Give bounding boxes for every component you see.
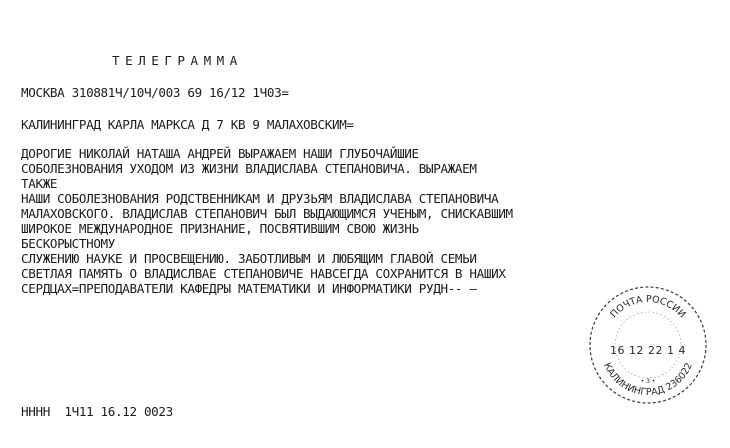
- body-line: НАШИ СОБОЛЕЗНОВАНИЯ РОДСТВЕННИКАМ И ДРУЗЬЯМ ВЛАДИСЛАВА СТЕПАНОВИЧА: [21, 191, 499, 206]
- stamp-bottom-text: КАЛИНИНГРАД 236022: [601, 361, 695, 399]
- body-line: СВЕТЛАЯ ПАМЯТЬ О ВЛАДИСЛВАЕ СТЕПАНОВИЧЕ НАВСЕГДА СОХРАНИТСЯ В НАШИХ: [21, 266, 506, 281]
- stamp-top-text: ПОЧТА РОССИИ: [608, 293, 688, 321]
- address-line: КАЛИНИНГРАД КАРЛА МАРКСА Д 7 КВ 9 МАЛАХОВСКИМ=: [21, 117, 354, 132]
- telegram-title: ТЕЛЕГРАММА: [112, 53, 243, 68]
- body-line: МАЛАХОВСКОГО. ВЛАДИСЛАВ СТЕПАНОВИЧ БЫЛ ВЫДАЮЩИМСЯ УЧЕНЫМ, СНИСКАВШИМ: [21, 206, 513, 221]
- header-line: МОСКВА 310881Ч/10Ч/003 69 16/12 1Ч03=: [21, 85, 289, 100]
- body-line: ШИРОКОЕ МЕЖДУНАРОДНОЕ ПРИЗНАНИЕ, ПОСВЯТИВШИМ СВОЮ ЖИЗНЬ: [21, 221, 419, 236]
- postal-stamp: [585, 282, 711, 408]
- body-line: ТАКЖЕ: [21, 176, 58, 191]
- stamp-date: 16 12 22 1 4: [610, 344, 686, 357]
- stamp-mark: • 3 •: [640, 378, 656, 385]
- body-line: БЕСКОРЫСТНОМУ: [21, 236, 116, 251]
- body-line: СЛУЖЕНИЮ НАУКЕ И ПРОСВЕЩЕНИЮ. ЗАБОТЛИВЫМ И ЛЮБЯЩИМ ГЛАВОЙ СЕМЬИ: [21, 251, 477, 266]
- body-line: СОБОЛЕЗНОВАНИЯ УХОДОМ ИЗ ЖИЗНИ ВЛАДИСЛАВА СТЕПАНОВИЧА. ВЫРАЖАЕМ: [21, 161, 477, 176]
- message-body: [21, 146, 513, 296]
- body-line: ДОРОГИЕ НИКОЛАЙ НАТАША АНДРЕЙ ВЫРАЖАЕМ НАШИ ГЛУБОЧАЙШИЕ: [21, 146, 419, 161]
- footer-line: НННН 1Ч11 16.12 0023: [21, 404, 173, 419]
- body-line: СЕРДЦАХ=ПРЕПОДАВАТЕЛИ КАФЕДРЫ МАТЕМАТИКИ И ИНФОРМАТИКИ РУДН-- —: [21, 281, 477, 296]
